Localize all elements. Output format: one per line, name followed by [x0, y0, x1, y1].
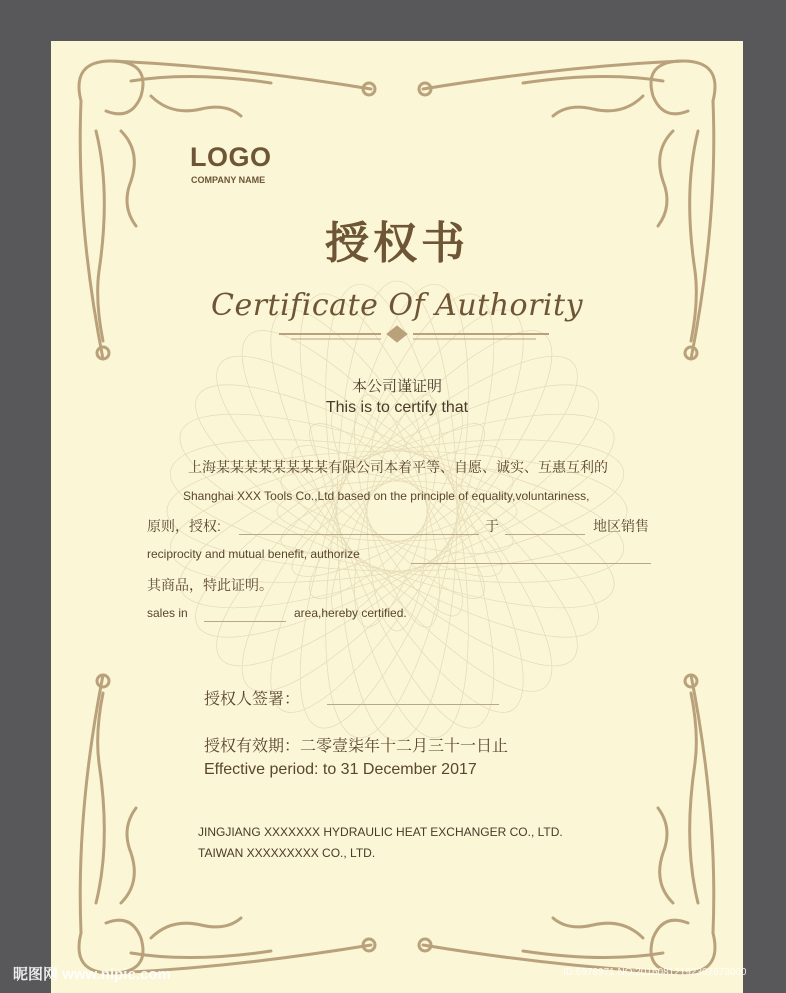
body-line2-en: reciprocity and mutual benefit, authorize	[147, 547, 360, 561]
intro-english: This is to certify that	[325, 399, 469, 416]
intro-chinese: 本公司谨证明	[351, 378, 442, 395]
signature-label: 授权人签署：	[204, 691, 301, 708]
body-line1-en: Shanghai XXX Tools Co.,Ltd based on the principle of equality,voluntariness,	[183, 489, 590, 503]
title-english: Certificate Of Authority	[210, 288, 584, 323]
ornament-bottom-right	[419, 675, 715, 973]
body-line3-cn: 其商品，特此证明。	[147, 577, 273, 593]
body-line2-cn-b: 于	[485, 518, 499, 534]
body-line2-cn-a: 原则，授权:	[147, 518, 221, 534]
company-line-1: JINGJIANG XXXXXXX HYDRAULIC HEAT EXCHANGER CO., LTD.	[198, 825, 563, 839]
watermark-site: 昵图网 www.nipic.com	[13, 966, 171, 983]
logo-text: LOGO	[190, 142, 272, 172]
authorize-blank-2[interactable]	[411, 563, 651, 564]
signature-blank[interactable]	[327, 704, 499, 705]
certificate-page	[51, 41, 743, 993]
company-name-label: COMPANY NAME	[191, 175, 266, 185]
body-line2-cn-c: 地区销售	[593, 518, 649, 534]
watermark-id: ID:5978971 NO:20160812192307673000	[563, 967, 747, 978]
validity-chinese: 授权有效期：二零壹柒年十二月三十一日止	[204, 738, 509, 755]
validity-english: Effective period: to 31 December 2017	[204, 761, 477, 778]
region-blank-2[interactable]	[204, 621, 286, 622]
ornament-bottom-left	[79, 675, 375, 973]
body-line1-cn: 上海某某某某某某某某有限公司本着平等、自愿、诚实、互惠互利的	[188, 459, 608, 475]
title-divider	[279, 326, 549, 342]
title-chinese: 授权书	[325, 218, 469, 269]
body-line3-en-b: area,hereby certified.	[294, 606, 407, 620]
region-blank-1[interactable]	[505, 534, 585, 535]
body-line3-en-a: sales in	[147, 606, 188, 620]
company-line-2: TAIWAN XXXXXXXXX CO., LTD.	[198, 846, 376, 860]
authorize-blank-1[interactable]	[239, 534, 479, 535]
